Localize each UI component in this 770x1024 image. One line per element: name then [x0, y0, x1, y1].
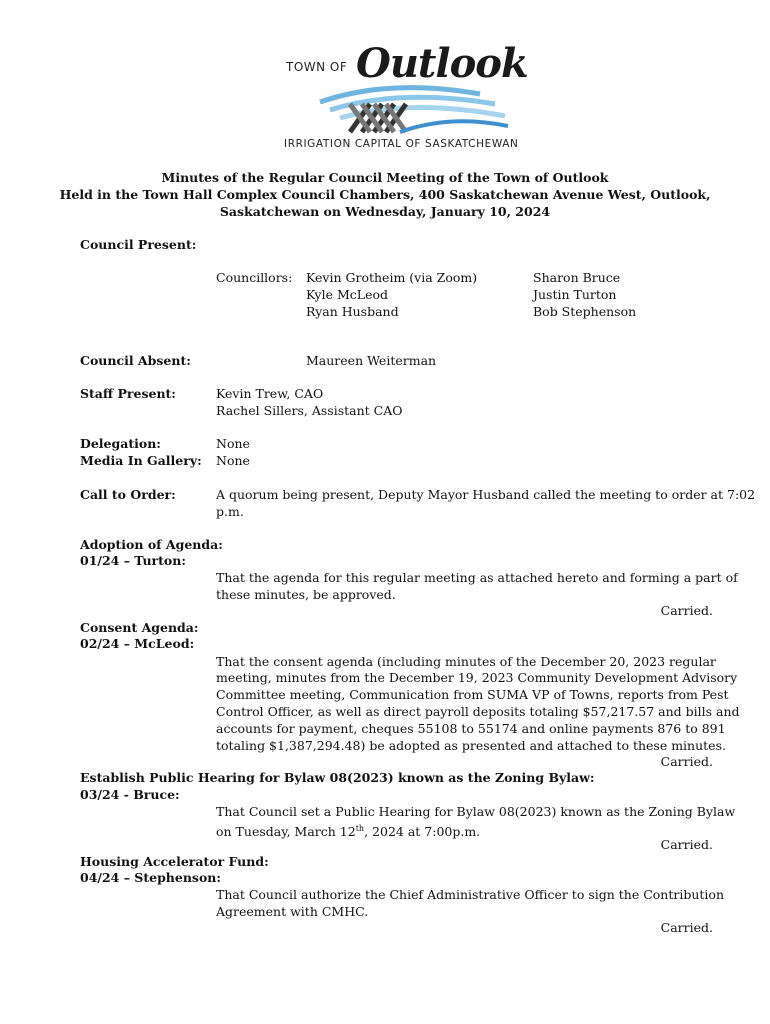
motion-text: accounts for payment, cheques 55108 to 55174 and online payments 876 to 891 — [216, 721, 726, 736]
motion-result: Carried. — [660, 837, 713, 852]
motion-result: Carried. — [660, 754, 713, 769]
logo-town-of: TOWN OF — [286, 60, 348, 74]
motion-text: these minutes, be approved. — [216, 587, 396, 602]
councillor-name: Kevin Grotheim (via Zoom) — [306, 270, 478, 285]
motion-text: meeting, minutes from the December 19, 2023 Community Development Advisory — [216, 670, 738, 685]
motion-text-part: , 2024 at 7:00p.m. — [364, 824, 481, 840]
motion-text-part: on Tuesday, March 12 — [216, 824, 356, 840]
motion-text: That the consent agenda (including minutes of the December 20, 2023 regular — [216, 654, 716, 669]
motion-text: That Council authorize the Chief Administrative Officer to sign the Contribution — [216, 887, 724, 902]
town-logo — [280, 40, 528, 158]
motion-result: Carried. — [660, 920, 713, 935]
councillor-name: Sharon Bruce — [533, 270, 621, 285]
staff-present-label: Staff Present: — [80, 386, 176, 401]
ordinal-suffix: th — [355, 824, 365, 833]
staff-name: Kevin Trew, CAO — [216, 386, 324, 401]
council-present-label: Council Present: — [80, 237, 197, 252]
councillors-label: Councillors: — [216, 270, 293, 285]
motion-text: That the agenda for this regular meeting as attached hereto and forming a part of — [216, 570, 738, 585]
motion-heading: Housing Accelerator Fund: — [80, 854, 269, 869]
motion-text: Committee meeting, Communication from SUMA VP of Towns, reports from Pest — [216, 687, 729, 702]
irrigation-arcs-icon — [310, 84, 510, 136]
council-absent-label: Council Absent: — [80, 353, 191, 368]
councillor-name: Bob Stephenson — [533, 304, 637, 319]
logo-wordmark: Outlook — [356, 40, 528, 87]
delegation-value: None — [216, 436, 250, 451]
councillor-name: Ryan Husband — [306, 304, 399, 319]
motion-heading: Consent Agenda: — [80, 620, 199, 635]
motion-heading: Adoption of Agenda: — [80, 537, 223, 552]
motion-mover: 01/24 – Turton: — [80, 553, 186, 568]
minutes-location: Held in the Town Hall Complex Council Chambers, 400 Saskatchewan Avenue West, Outlook, — [59, 187, 711, 202]
call-to-order-label: Call to Order: — [80, 487, 176, 502]
media-label: Media In Gallery: — [80, 453, 202, 468]
logo-tagline: IRRIGATION CAPITAL OF SASKATCHEWAN — [284, 138, 519, 150]
motion-result: Carried. — [660, 603, 713, 618]
council-absent-value: Maureen Weiterman — [306, 353, 437, 368]
councillor-name: Justin Turton — [533, 287, 617, 302]
minutes-date: Saskatchewan on Wednesday, January 10, 2024 — [219, 204, 551, 219]
motion-mover: 04/24 – Stephenson: — [80, 870, 222, 885]
motion-text: totaling $1,387,294.48) be adopted as presented and attached to these minutes. — [216, 738, 726, 753]
motion-text: That Council set a Public Hearing for Bylaw 08(2023) known as the Zoning Bylaw — [216, 804, 736, 819]
media-value: None — [216, 453, 250, 468]
councillor-name: Kyle McLeod — [306, 287, 388, 302]
motion-text: Control Officer, as well as direct payroll deposits totaling $57,217.57 and bills and — [216, 704, 740, 719]
staff-name: Rachel Sillers, Assistant CAO — [216, 403, 403, 418]
motion-mover: 02/24 – McLeod: — [80, 636, 195, 651]
minutes-title: Minutes of the Regular Council Meeting of the Town of Outlook — [161, 170, 609, 185]
motion-text: Agreement with CMHC. — [216, 904, 369, 919]
motion-mover: 03/24 - Bruce: — [80, 787, 180, 802]
motion-text — [216, 820, 480, 840]
call-to-order-text: p.m. — [216, 504, 244, 519]
delegation-label: Delegation: — [80, 436, 161, 451]
call-to-order-text: A quorum being present, Deputy Mayor Husband called the meeting to order at 7:02 — [216, 487, 756, 502]
motion-heading: Establish Public Hearing for Bylaw 08(2023) known as the Zoning Bylaw: — [80, 770, 595, 785]
